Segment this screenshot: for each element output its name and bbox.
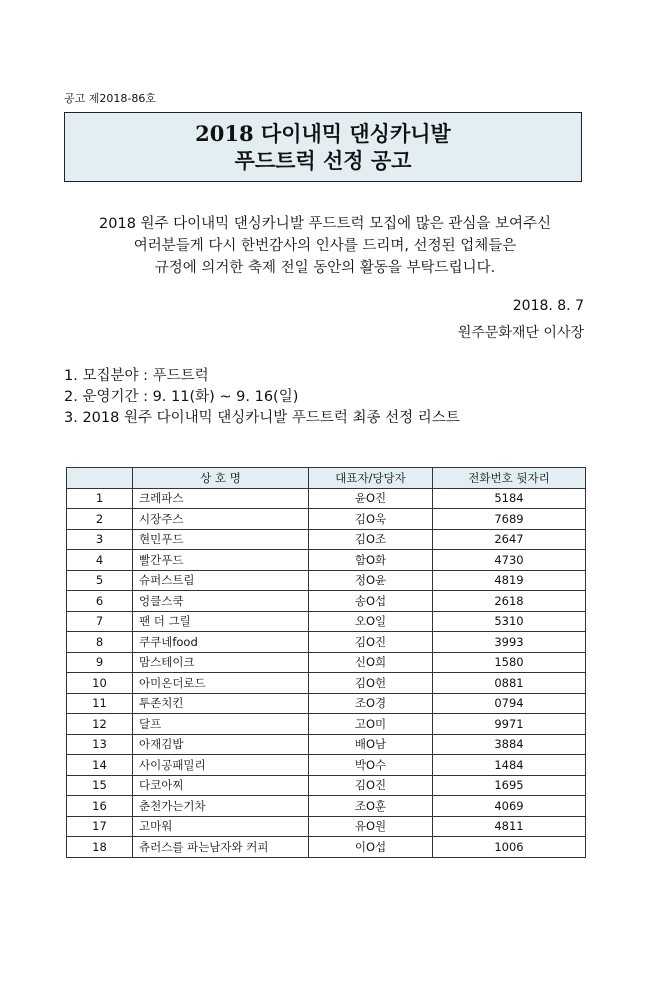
row-number: 13	[67, 734, 133, 755]
phone-suffix: 1484	[433, 755, 586, 776]
table-row	[67, 775, 586, 796]
table-row	[67, 796, 586, 817]
business-name: 투존치킨	[133, 693, 309, 714]
representative: 김O조	[309, 529, 433, 550]
representative: 박O수	[309, 755, 433, 776]
business-name: 쿠쿠네food	[133, 632, 309, 653]
row-number: 16	[67, 796, 133, 817]
business-name: 맘스테이크	[133, 652, 309, 673]
representative: 김O진	[309, 775, 433, 796]
header-business-name: 상 호 명	[133, 468, 309, 489]
item-recruit-field: 1. 모집분야 : 푸드트럭	[64, 368, 209, 384]
phone-suffix: 4811	[433, 816, 586, 837]
table-row	[67, 529, 586, 550]
intro-paragraph	[30, 213, 620, 279]
row-number: 11	[67, 693, 133, 714]
table-row	[67, 714, 586, 735]
business-name: 팬 더 그릴	[133, 611, 309, 632]
row-number: 3	[67, 529, 133, 550]
row-number: 17	[67, 816, 133, 837]
title-line-1: 2018 다이내믹 댄싱카니발	[195, 121, 451, 146]
table-row	[67, 570, 586, 591]
row-number: 14	[67, 755, 133, 776]
representative: 송O섭	[309, 591, 433, 612]
row-number: 7	[67, 611, 133, 632]
representative: 조O경	[309, 693, 433, 714]
phone-suffix: 2618	[433, 591, 586, 612]
notice-number: 공고 제2018-86호	[64, 92, 156, 105]
representative: 고O미	[309, 714, 433, 735]
phone-suffix: 0881	[433, 673, 586, 694]
table-row	[67, 509, 586, 530]
phone-suffix: 3884	[433, 734, 586, 755]
business-name: 빨간푸드	[133, 550, 309, 571]
intro-line: 2018 원주 다이내믹 댄싱카니발 푸드트럭 모집에 많은 관심을 보여주신	[99, 216, 551, 232]
representative: 김O헌	[309, 673, 433, 694]
business-name: 사이공패밀리	[133, 755, 309, 776]
representative: 오O일	[309, 611, 433, 632]
selection-table	[66, 467, 586, 858]
table-row	[67, 755, 586, 776]
table-body	[67, 488, 586, 857]
representative: 신O희	[309, 652, 433, 673]
table-row	[67, 611, 586, 632]
table-row	[67, 734, 586, 755]
business-name: 아미온더로드	[133, 673, 309, 694]
table-row	[67, 837, 586, 858]
phone-suffix: 9971	[433, 714, 586, 735]
representative: 배O남	[309, 734, 433, 755]
table-row	[67, 488, 586, 509]
representative: 유O원	[309, 816, 433, 837]
representative: 이O섭	[309, 837, 433, 858]
business-name: 고마워	[133, 816, 309, 837]
row-number: 9	[67, 652, 133, 673]
row-number: 1	[67, 488, 133, 509]
table-row	[67, 632, 586, 653]
row-number: 6	[67, 591, 133, 612]
item-selection-list: 3. 2018 원주 다이내믹 댄싱카니발 푸드트럭 최종 선정 리스트	[64, 410, 460, 426]
item-operation-period: 2. 운영기간 : 9. 11(화) ~ 9. 16(일)	[64, 389, 299, 405]
representative: 김O진	[309, 632, 433, 653]
row-number: 2	[67, 509, 133, 530]
business-name: 아재김밥	[133, 734, 309, 755]
phone-suffix: 0794	[433, 693, 586, 714]
business-name: 츄러스를 파는남자와 커피	[133, 837, 309, 858]
notice-date: 2018. 8. 7	[512, 298, 584, 314]
phone-suffix: 4819	[433, 570, 586, 591]
row-number: 5	[67, 570, 133, 591]
business-name: 엉클스쿡	[133, 591, 309, 612]
table-row	[67, 816, 586, 837]
header-no	[67, 468, 133, 489]
phone-suffix: 7689	[433, 509, 586, 530]
table-row	[67, 693, 586, 714]
business-name: 시장주스	[133, 509, 309, 530]
table-row	[67, 673, 586, 694]
row-number: 12	[67, 714, 133, 735]
item-list	[64, 366, 460, 429]
phone-suffix: 4730	[433, 550, 586, 571]
table-row	[67, 591, 586, 612]
table-row	[67, 652, 586, 673]
phone-suffix: 5310	[433, 611, 586, 632]
business-name: 크레파스	[133, 488, 309, 509]
intro-line: 규정에 의거한 축제 전일 동안의 활동을 부탁드립니다.	[154, 260, 496, 276]
phone-suffix: 1695	[433, 775, 586, 796]
header-representative: 대표자/당당자	[309, 468, 433, 489]
header-phone: 전화번호 뒷자리	[433, 468, 586, 489]
phone-suffix: 1580	[433, 652, 586, 673]
representative: 윤O진	[309, 488, 433, 509]
phone-suffix: 4069	[433, 796, 586, 817]
row-number: 15	[67, 775, 133, 796]
business-name: 현민푸드	[133, 529, 309, 550]
representative: 조O훈	[309, 796, 433, 817]
intro-line: 여러분들게 다시 한번감사의 인사를 드리며, 선정된 업체들은	[133, 238, 517, 254]
row-number: 18	[67, 837, 133, 858]
phone-suffix: 1006	[433, 837, 586, 858]
row-number: 4	[67, 550, 133, 571]
row-number: 10	[67, 673, 133, 694]
title-line-2: 푸드트럭 선정 공고	[234, 148, 412, 173]
phone-suffix: 3993	[433, 632, 586, 653]
business-name: 춘천가는기차	[133, 796, 309, 817]
title-box	[64, 112, 582, 182]
representative: 김O욱	[309, 509, 433, 530]
representative: 정O윤	[309, 570, 433, 591]
phone-suffix: 2647	[433, 529, 586, 550]
representative: 함O화	[309, 550, 433, 571]
issuer: 원주문화재단 이사장	[457, 325, 584, 341]
phone-suffix: 5184	[433, 488, 586, 509]
business-name: 달프	[133, 714, 309, 735]
row-number: 8	[67, 632, 133, 653]
table-row	[67, 550, 586, 571]
business-name: 다코아찌	[133, 775, 309, 796]
table-header-row	[67, 468, 586, 489]
business-name: 슈퍼스트림	[133, 570, 309, 591]
